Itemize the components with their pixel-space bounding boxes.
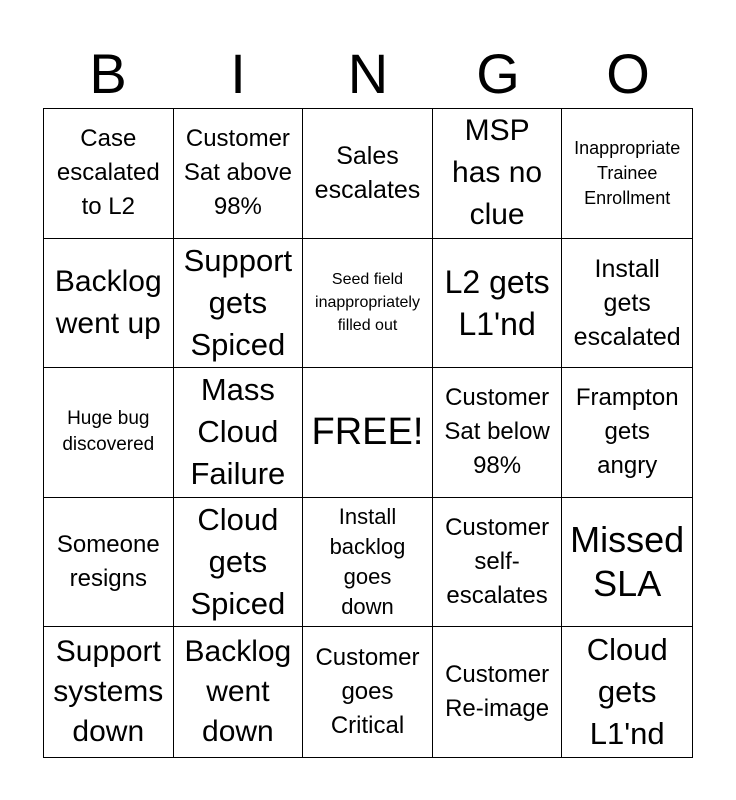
- cell-text: Support gets Spiced: [183, 242, 293, 362]
- bingo-cell-r4c3[interactable]: [303, 498, 433, 628]
- cell-text: MSP has no clue: [452, 114, 543, 232]
- header-letter-g: G: [476, 42, 520, 105]
- bingo-cell-r4c4[interactable]: [433, 498, 563, 628]
- bingo-cell-r2c3[interactable]: [303, 239, 433, 369]
- cell-text: Frampton gets angry: [575, 384, 679, 480]
- bingo-cell-r4c5[interactable]: [562, 498, 692, 628]
- cell-text: Case escalated to L2: [56, 125, 160, 221]
- cell-text: Seed field inappropriately filled out: [315, 271, 420, 335]
- bingo-grid: [43, 108, 693, 758]
- bingo-cell-r2c1[interactable]: [44, 239, 174, 369]
- bingo-cell-r1c5[interactable]: [562, 109, 692, 239]
- bingo-cell-r5c5[interactable]: [562, 627, 692, 757]
- bingo-cell-r3c2[interactable]: [174, 368, 304, 498]
- header-letter-b: B: [89, 42, 127, 105]
- cell-text: Backlog went down: [184, 635, 292, 749]
- cell-text: Support systems down: [53, 635, 164, 749]
- free-space-label: FREE!: [311, 411, 424, 454]
- bingo-cell-r3c5[interactable]: [562, 368, 692, 498]
- cell-text: Cloud gets Spiced: [190, 502, 286, 622]
- bingo-cell-r5c1[interactable]: [44, 627, 174, 757]
- bingo-cell-r3c1[interactable]: [44, 368, 174, 498]
- cell-text: Mass Cloud Failure: [190, 372, 286, 492]
- bingo-cell-r1c4[interactable]: [433, 109, 563, 239]
- bingo-cell-r1c2[interactable]: [174, 109, 304, 239]
- cell-text: Huge bug discovered: [62, 408, 155, 456]
- bingo-cell-r3c4[interactable]: [433, 368, 563, 498]
- bingo-cell-r5c4[interactable]: [433, 627, 563, 757]
- cell-text: Sales escalates: [314, 142, 421, 205]
- cell-text: Someone resigns: [56, 531, 160, 593]
- cell-text: L2 gets L1'nd: [444, 263, 550, 342]
- bingo-cell-r5c2[interactable]: [174, 627, 304, 757]
- cell-text: Inappropriate Trainee Enrollment: [574, 137, 681, 208]
- bingo-cell-r2c4[interactable]: [433, 239, 563, 369]
- cell-text: Customer Sat above 98%: [183, 125, 292, 221]
- cell-text: Install gets escalated: [573, 254, 681, 351]
- header-letter-i: I: [230, 42, 246, 105]
- bingo-cell-r4c2[interactable]: [174, 498, 304, 628]
- cell-text: Customer Re-image: [445, 661, 550, 723]
- header-letter-n: N: [347, 42, 389, 105]
- bingo-cell-r1c3[interactable]: [303, 109, 433, 239]
- bingo-cell-r1c1[interactable]: [44, 109, 174, 239]
- cell-text: Missed SLA: [570, 519, 685, 605]
- cell-text: Install backlog goes down: [329, 504, 406, 620]
- cell-text: Customer goes Critical: [315, 644, 420, 740]
- header-letter-o: O: [606, 42, 650, 105]
- cell-text: Cloud gets L1'nd: [586, 632, 668, 752]
- bingo-header: [43, 40, 693, 108]
- bingo-cell-r3c3 free-space[interactable]: [303, 368, 433, 498]
- cell-text: Customer self- escalates: [445, 514, 550, 610]
- bingo-cell-r2c5[interactable]: [562, 239, 692, 369]
- cell-text: Backlog went up: [54, 264, 162, 340]
- cell-text: Customer Sat below 98%: [444, 384, 550, 480]
- bingo-cell-r5c3[interactable]: [303, 627, 433, 757]
- bingo-cell-r2c2[interactable]: [174, 239, 304, 369]
- bingo-cell-r4c1[interactable]: [44, 498, 174, 628]
